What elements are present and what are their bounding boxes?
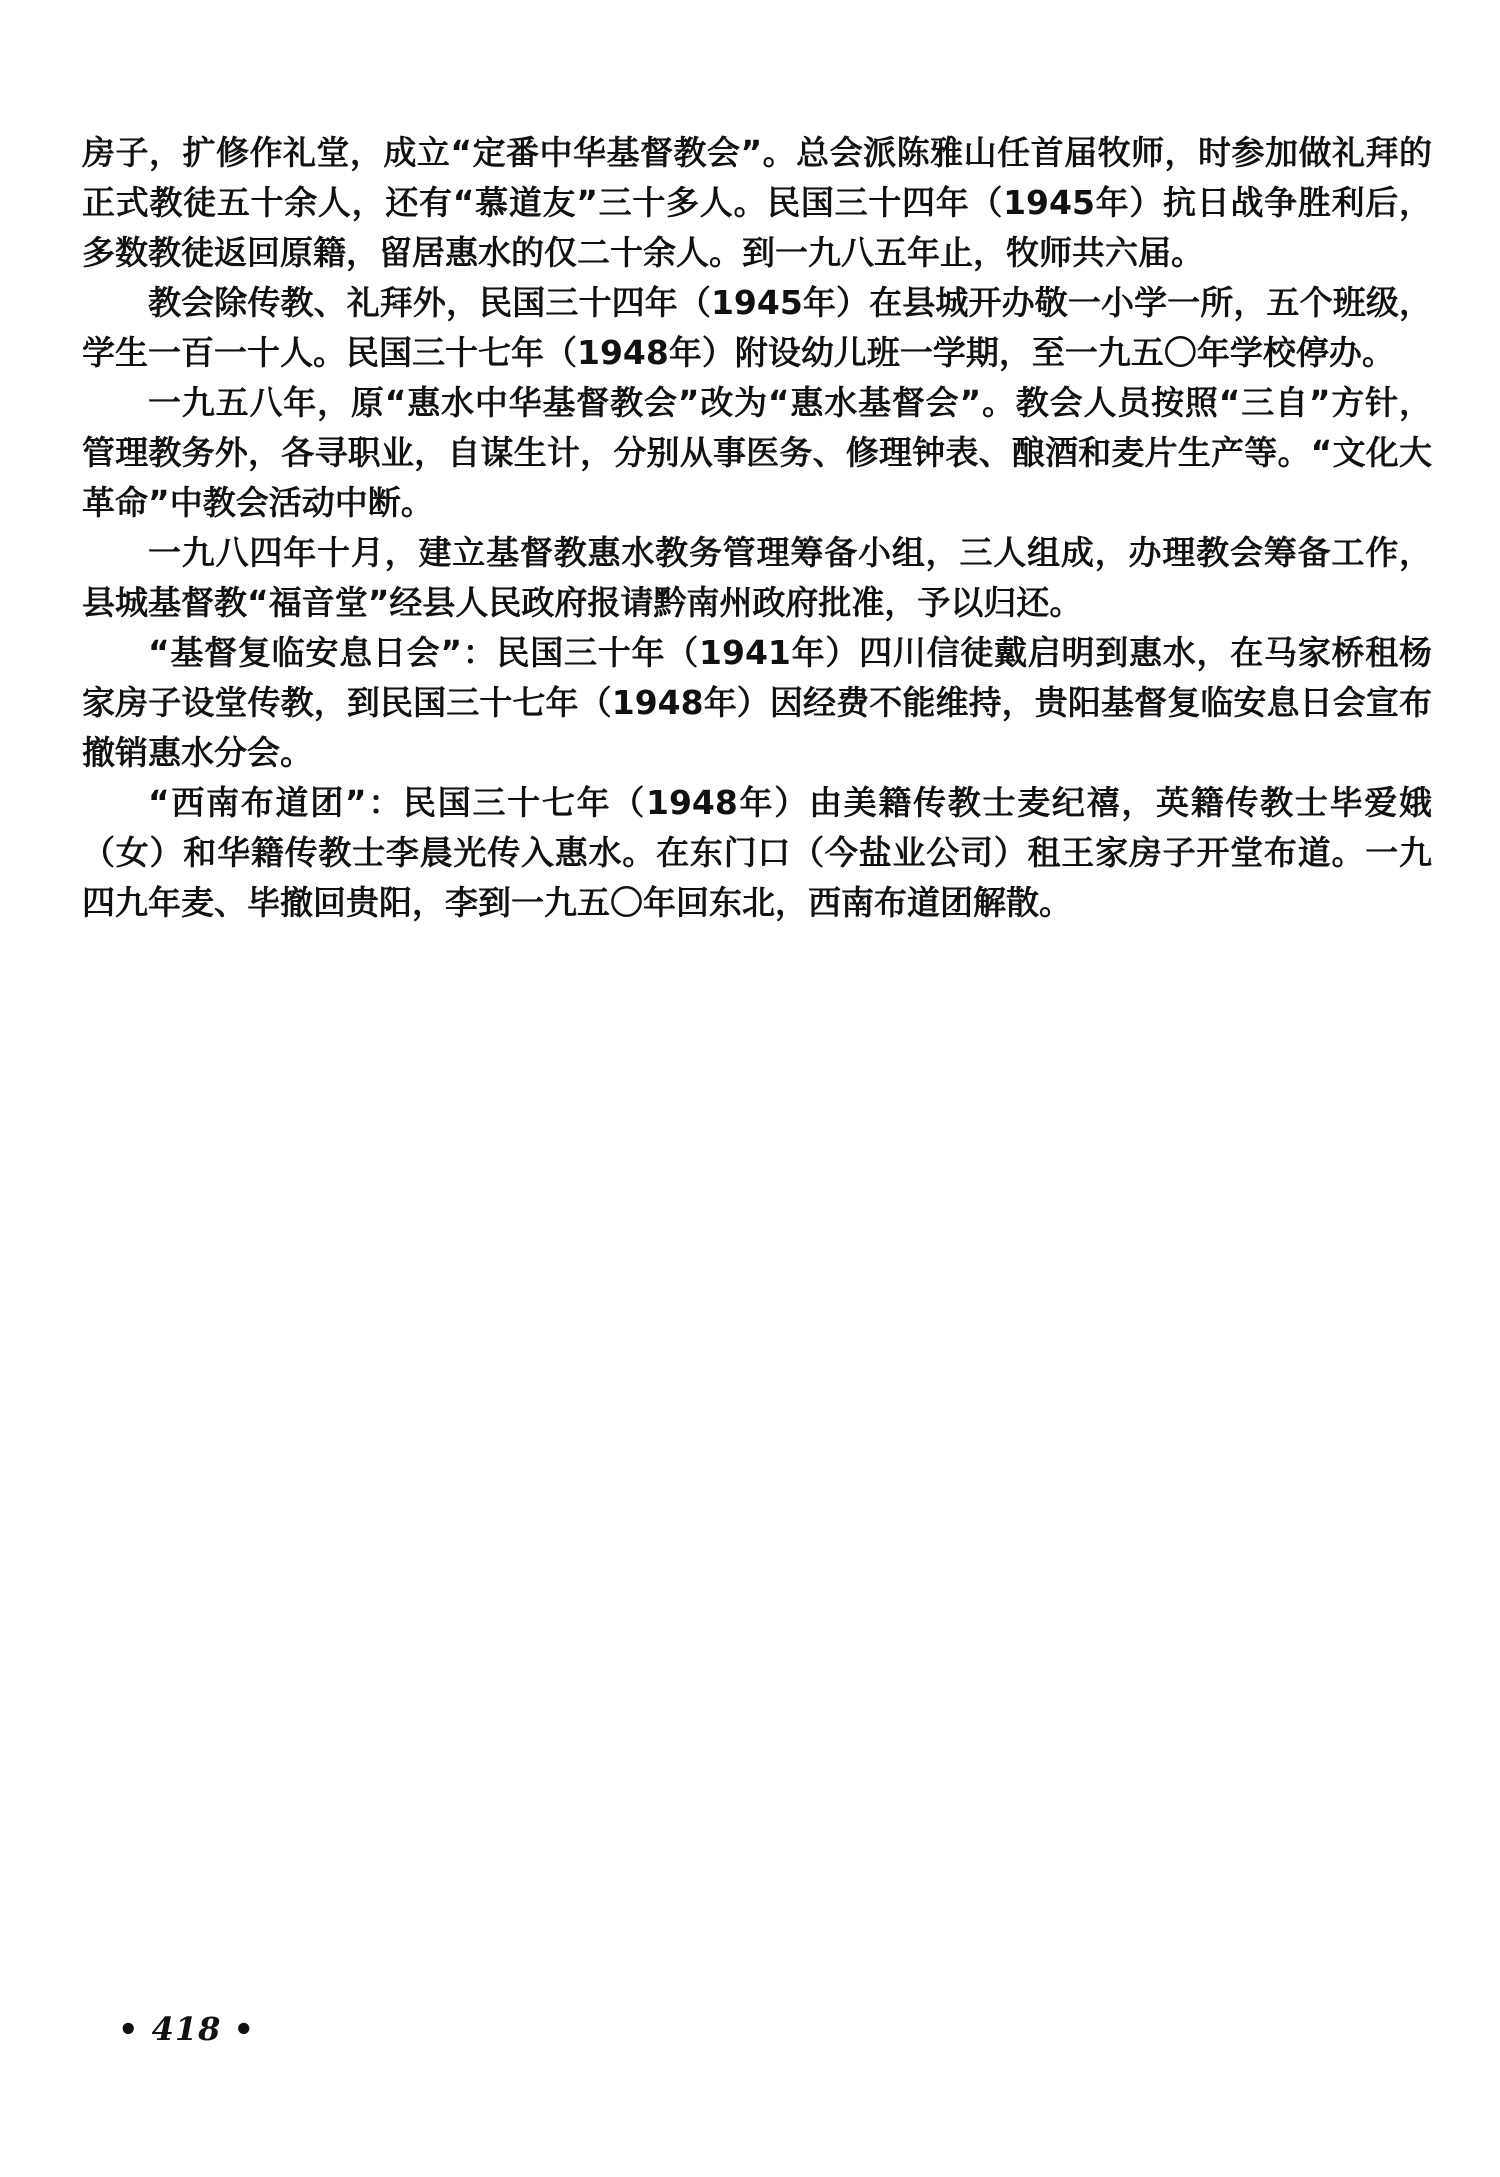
paragraph-church-history: 房子，扩修作礼堂，成立“定番中华基督教会”。总会派陈雅山任首届牧师，时参加做礼拜的正式教徒五十余人，还有“慕道友”三十多人。民国三十四年（1945年）抗日战争胜利后，多数教徒返回原籍，留居惠水的仅二十余人。到一九八五年止，牧师共六届。 xyxy=(82,133,1432,272)
paragraph-preparatory-group: 一九八四年十月，建立基督教惠水教务管理筹备小组，三人组成，办理教会筹备工作，县城基督教“福音堂”经县人民政府报请黔南州政府批准，予以归还。 xyxy=(82,533,1432,622)
paragraph-southwest-mission: “西南布道团”：民国三十七年（1948年）由美籍传教士麦纪禧，英籍传教士毕爱娥（女）和华籍传教士李晨光传入惠水。在东门口（今盐业公司）租王家房子开堂布道。一九四九年麦、毕撤回贵阳，李到一九五〇年回东北，西南布道团解散。 xyxy=(82,783,1432,922)
paragraph-three-self: 一九五八年，原“惠水中华基督教会”改为“惠水基督会”。教会人员按照“三自”方针，管理教务外，各寻职业，自谋生计，分别从事医务、修理钟表、酿酒和麦片生产等。“文化大革命”中教会活动中断。 xyxy=(82,383,1432,522)
body-text xyxy=(82,128,1432,928)
paragraph-school: 教会除传教、礼拜外，民国三十四年（1945年）在县城开办敬一小学一所，五个班级，学生一百一十人。民国三十七年（1948年）附设幼儿班一学期，至一九五〇年学校停办。 xyxy=(82,283,1432,372)
paragraph-adventist: “基督复临安息日会”：民国三十年（1941年）四川信徒戴启明到惠水，在马家桥租杨家房子设堂传教，到民国三十七年（1948年）因经费不能维持，贵阳基督复临安息日会宣布撤销惠水分会。 xyxy=(82,633,1432,772)
page-number: • 418 • xyxy=(118,2010,255,2048)
